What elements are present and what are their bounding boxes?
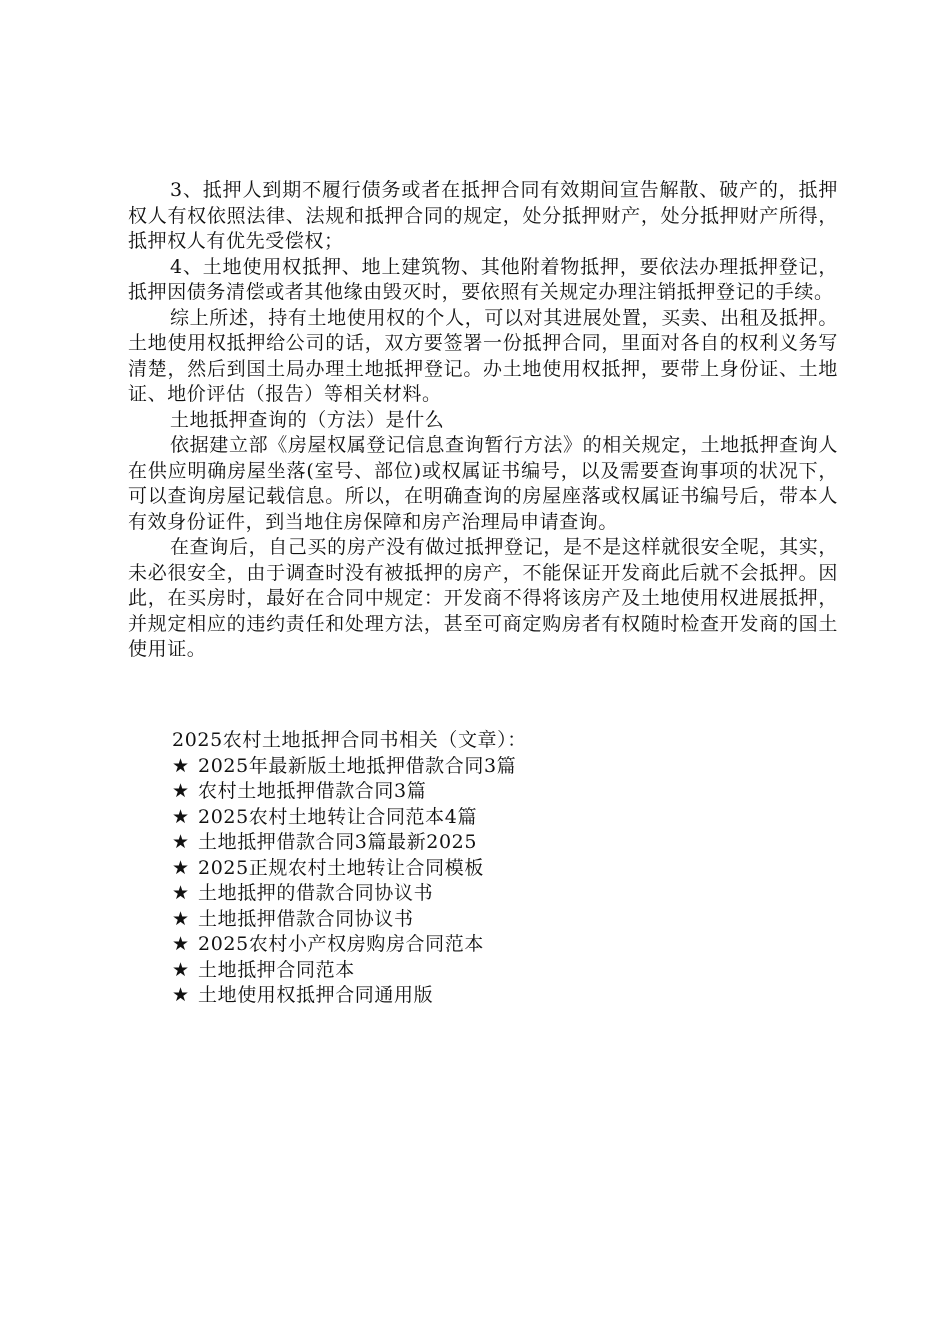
related-article-link[interactable]: 农村土地抵押借款合同3篇 bbox=[198, 780, 427, 802]
list-item[interactable] bbox=[172, 779, 812, 805]
list-item[interactable] bbox=[172, 907, 812, 933]
related-articles-title: 2025农村土地抵押合同书相关（文章）： bbox=[172, 729, 527, 751]
list-item[interactable] bbox=[172, 754, 812, 780]
section-heading-query-method: 土地抵押查询的（方法）是什么 bbox=[170, 408, 445, 431]
related-article-link[interactable]: 土地使用权抵押合同通用版 bbox=[198, 984, 434, 1006]
list-item[interactable] bbox=[172, 958, 812, 984]
star-icon: ★ bbox=[172, 984, 190, 1006]
related-article-link[interactable]: 土地抵押借款合同协议书 bbox=[198, 907, 414, 930]
related-article-link[interactable]: 土地抵押借款合同3篇最新2025 bbox=[198, 831, 478, 853]
list-item[interactable] bbox=[172, 805, 812, 831]
paragraph-after-query: 在查询后，自己买的房产没有做过抵押登记，是不是这样就很安全呢，其实，未必很安全，由于调查时没有被抵押的房产，不能保证开发商此后就不会抵押。因此，在买房时，最好在合同中规定：开发商不得将该房产及土地使用权进展抵押，并规定相应的违约责任和处理方法，甚至可商定购房者有权随时检查开发商的国土使用证。 bbox=[128, 536, 838, 660]
related-article-link[interactable]: 2025农村土地转让合同范本4篇 bbox=[198, 805, 478, 828]
article-body bbox=[128, 178, 838, 663]
star-icon: ★ bbox=[172, 882, 190, 904]
list-item[interactable] bbox=[172, 983, 812, 1009]
list-item[interactable] bbox=[172, 881, 812, 907]
list-item[interactable] bbox=[172, 932, 812, 958]
paragraph-default-remedy: 3、抵押人到期不履行债务或者在抵押合同有效期间宣告解散、破产的，抵押权人有权依照法律、法规和抵押合同的规定，处分抵押财产，处分抵押财产所得，抵押权人有优先受偿权； bbox=[128, 179, 838, 252]
list-item[interactable] bbox=[172, 856, 812, 882]
related-article-link[interactable]: 土地抵押合同范本 bbox=[198, 958, 355, 981]
related-article-link[interactable]: 2025年最新版土地抵押借款合同3篇 bbox=[198, 754, 517, 777]
star-icon: ★ bbox=[172, 780, 190, 802]
paragraph-summary: 综上所述，持有土地使用权的个人，可以对其进展处置，买卖、出租及抵押。土地使用权抵押给公司的话，双方要签署一份抵押合同，里面对各自的权利义务写清楚，然后到国土局办理土地抵押登记。办土地使用权抵押，要带上身份证、土地证、地价评估（报告）等相关材料。 bbox=[128, 306, 838, 405]
star-icon: ★ bbox=[172, 754, 190, 777]
paragraph-query-rules: 依据建立部《房屋权属登记信息查询暂行方法》的相关规定，土地抵押查询人在供应明确房屋坐落(室号、部位)或权属证书编号，以及需要查询事项的状况下，可以查询房屋记载信息。所以，在明确查询的房屋座落或权属证书编号后，带本人有效身份证件，到当地住房保障和房产治理局申请查询。 bbox=[128, 434, 838, 533]
star-icon: ★ bbox=[172, 831, 190, 853]
related-article-link[interactable]: 土地抵押的借款合同协议书 bbox=[198, 882, 434, 904]
star-icon: ★ bbox=[172, 933, 190, 955]
star-icon: ★ bbox=[172, 907, 190, 930]
paragraph-registration: 4、土地使用权抵押、地上建筑物、其他附着物抵押，要依法办理抵押登记，抵押因债务清偿或者其他缘由毁灭时，要依照有关规定办理注销抵押登记的手续。 bbox=[128, 255, 838, 303]
star-icon: ★ bbox=[172, 856, 190, 879]
star-icon: ★ bbox=[172, 958, 190, 981]
star-icon: ★ bbox=[172, 805, 190, 828]
related-articles bbox=[172, 728, 812, 1009]
list-item[interactable] bbox=[172, 830, 812, 856]
related-article-link[interactable]: 2025农村小产权房购房合同范本 bbox=[198, 933, 484, 955]
related-article-link[interactable]: 2025正规农村土地转让合同模板 bbox=[198, 856, 484, 879]
related-articles-list bbox=[172, 754, 812, 1009]
